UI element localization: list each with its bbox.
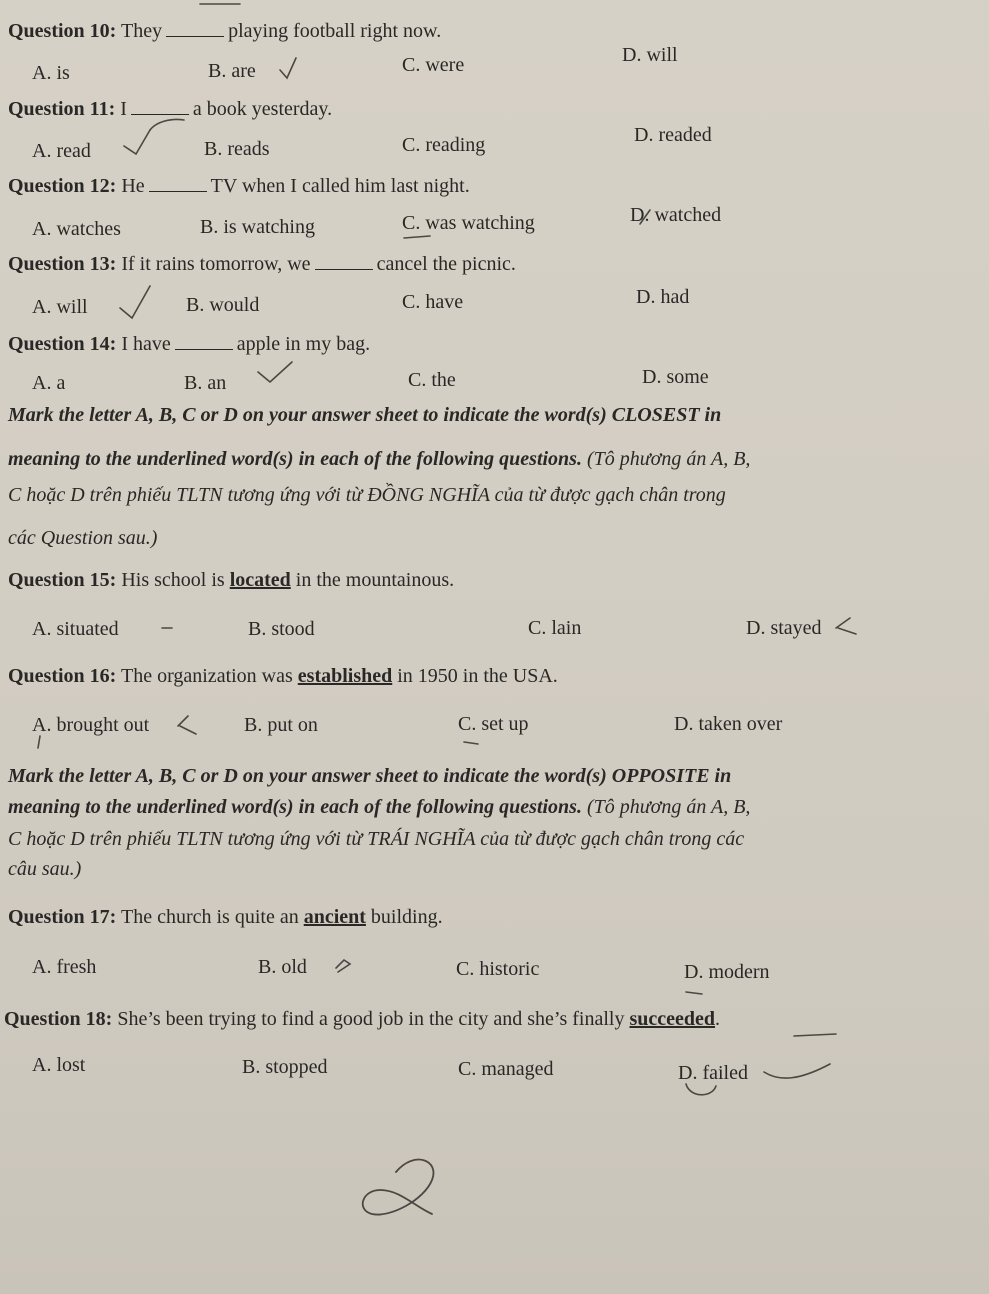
option-d: D. had xyxy=(636,286,690,308)
underlined-word: established xyxy=(297,665,393,687)
option-c: C. historic xyxy=(456,958,540,980)
instruction-synonym-line4: các Question sau.) xyxy=(8,527,158,549)
option-a: A. will xyxy=(32,296,88,318)
dash-mark xyxy=(464,742,478,744)
instruction-antonym-line2-en: meaning to the underlined word(s) in each of the following questions. xyxy=(8,796,582,818)
check-mark xyxy=(120,286,150,318)
option-d: D. taken over xyxy=(674,713,783,735)
question-stem-end: in the mountainous. xyxy=(295,569,455,591)
question-stem-start: They xyxy=(120,20,163,42)
slash-mark xyxy=(640,210,650,224)
instruction-synonym-line2-vi: (Tô phương án A, B, xyxy=(586,448,751,470)
question-label: Question 16: xyxy=(8,665,117,687)
option-b: B. put on xyxy=(244,714,318,736)
circle-mark xyxy=(686,1084,716,1095)
instruction-antonym-line4: câu sau.) xyxy=(8,858,82,880)
option-b: B. stood xyxy=(248,618,315,640)
question-stem-end: playing football right now. xyxy=(228,20,442,42)
question-label: Question 11: xyxy=(8,98,116,120)
option-a: A. situated xyxy=(32,618,119,640)
question-label: Question 12: xyxy=(8,175,117,197)
option-c: C. set up xyxy=(458,713,529,735)
question-stem-end: in 1950 in the USA. xyxy=(397,665,558,687)
instruction-antonym-line3: C hoặc D trên phiếu TLTN tương ứng với từ TRÁI NGHĨA của từ được gạch chân trong các xyxy=(8,828,745,850)
underlined-word: ancient xyxy=(303,906,366,928)
option-d: D. some xyxy=(642,366,709,388)
underlined-word: located xyxy=(229,569,291,591)
option-b: B. reads xyxy=(204,138,270,160)
check-mark xyxy=(124,130,150,154)
option-a: A. lost xyxy=(32,1054,86,1076)
check-mark xyxy=(764,1064,830,1078)
question-label: Question 17: xyxy=(8,906,117,928)
instruction-antonym-line1: Mark the letter A, B, C or D on your answer sheet to indicate the word(s) OPPOSITE in xyxy=(8,765,732,787)
check-mark xyxy=(280,58,296,78)
scribble-mark xyxy=(363,1160,434,1215)
option-a: A. is xyxy=(32,62,70,84)
option-a: A. fresh xyxy=(32,956,97,978)
instruction-antonym-line2-vi: (Tô phương án A, B, xyxy=(586,796,751,818)
option-d: D. failed xyxy=(678,1062,748,1084)
cross-mark xyxy=(836,618,856,634)
question-stem-end: TV when I called him last night. xyxy=(210,175,470,197)
option-d: D. modern xyxy=(684,961,770,983)
question-stem-end: building. xyxy=(370,906,443,928)
question-stem-end: cancel the picnic. xyxy=(376,253,516,275)
question-label: Question 15: xyxy=(8,569,117,591)
tick-mark xyxy=(38,736,40,748)
option-a: A. a xyxy=(32,372,66,394)
option-c: C. was watching xyxy=(402,212,535,234)
instruction-synonym-line3: C hoặc D trên phiếu TLTN tương ứng với từ ĐỒNG NGHĨA của từ được gạch chân trong xyxy=(8,484,726,506)
question-stem-start: The church is quite an xyxy=(120,906,299,928)
underlined-word: succeeded xyxy=(629,1008,716,1030)
option-b: B. stopped xyxy=(242,1056,328,1078)
option-d: D. stayed xyxy=(746,617,822,639)
question-label: Question 13: xyxy=(8,253,117,275)
check-mark-tail xyxy=(150,119,184,130)
question-stem-start: I have xyxy=(121,333,171,355)
underline-mark xyxy=(404,236,430,238)
question-label: Question 10: xyxy=(8,20,117,42)
question-stem-start: I xyxy=(120,98,127,120)
option-c: C. managed xyxy=(458,1058,554,1080)
instruction-synonym-line2-en: meaning to the underlined word(s) in each of the following questions. xyxy=(8,448,582,470)
question-stem-end: . xyxy=(715,1008,721,1030)
cross-mark xyxy=(178,716,196,734)
option-c: C. reading xyxy=(402,134,486,156)
option-a: A. brought out xyxy=(32,714,150,736)
question-label: Question 18: xyxy=(4,1008,113,1030)
option-a: A. watches xyxy=(32,218,121,240)
option-c: C. were xyxy=(402,54,465,76)
question-stem-start: He xyxy=(121,175,145,197)
option-c: C. lain xyxy=(528,617,582,639)
underline-mark xyxy=(794,1034,836,1036)
option-b: B. old xyxy=(258,956,307,978)
option-d: D. watched xyxy=(630,204,722,226)
check-mark xyxy=(258,362,292,382)
question-stem-start: If it rains tomorrow, we xyxy=(121,253,311,275)
option-b: B. an xyxy=(184,372,227,394)
instruction-synonym-line1: Mark the letter A, B, C or D on your answer sheet to indicate the word(s) CLOSEST in xyxy=(8,404,722,426)
option-b: B. is watching xyxy=(200,216,315,238)
question-label: Question 14: xyxy=(8,333,117,355)
cross-mark xyxy=(336,960,350,972)
question-stem-start: She’s been trying to find a good job in the city and she’s finally xyxy=(117,1008,625,1030)
question-stem-start: His school is xyxy=(121,569,225,591)
option-a: A. read xyxy=(32,140,91,162)
question-stem-start: The organization was xyxy=(120,665,293,687)
option-b: B. are xyxy=(208,60,256,82)
option-d: D. readed xyxy=(634,124,712,146)
dash-mark xyxy=(686,992,702,994)
option-d: D. will xyxy=(622,44,678,66)
question-stem-end: apple in my bag. xyxy=(236,333,371,355)
question-stem-end: a book yesterday. xyxy=(192,98,333,120)
option-c: C. have xyxy=(402,291,464,313)
option-b: B. would xyxy=(186,294,260,316)
option-c: C. the xyxy=(408,369,456,391)
